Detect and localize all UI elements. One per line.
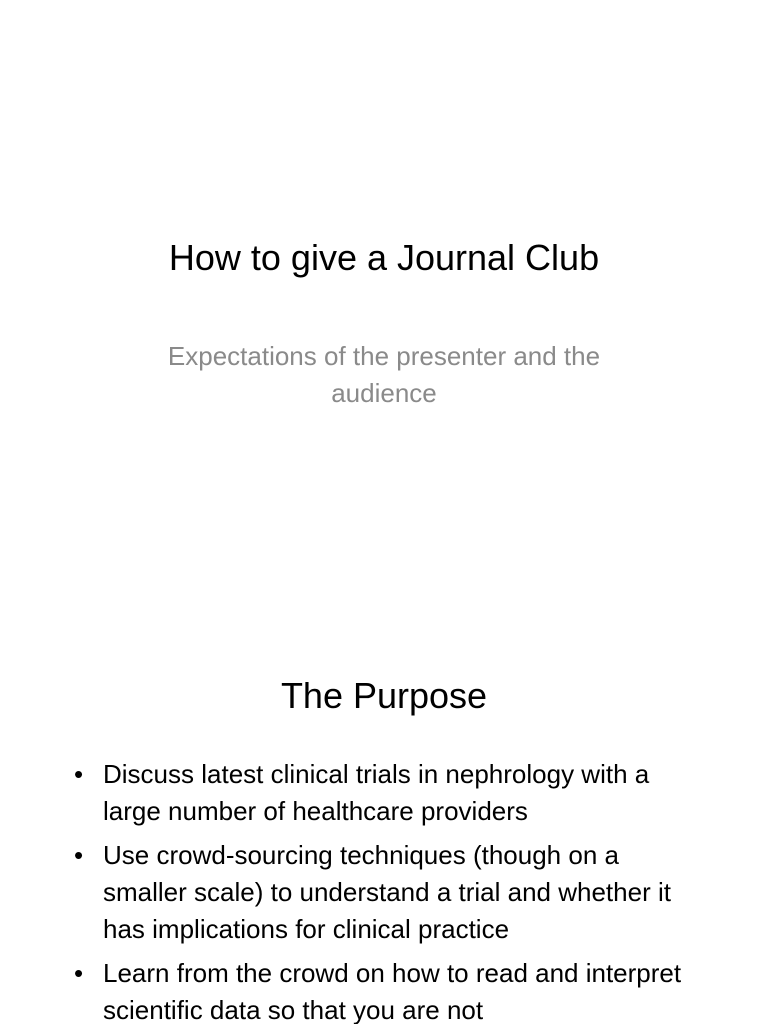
bullet-item — [72, 756, 702, 830]
bullet-icon: • — [74, 759, 84, 789]
purpose-slide — [0, 576, 768, 1024]
bullet-text: Use crowd-sourcing techniques (though on a smaller scale) to understand a trial and whether it has implications for clinical practice — [103, 840, 671, 944]
bullet-icon: • — [74, 840, 84, 870]
slide-title: The Purpose — [280, 675, 488, 716]
slide-title: How to give a Journal Club — [168, 237, 600, 278]
bullet-text: Discuss latest clinical trials in nephrology with a large number of healthcare providers — [103, 759, 650, 826]
slide-subtitle: Expectations of the presenter and the audience — [167, 341, 601, 408]
bullet-list — [72, 756, 702, 1024]
bullet-text: Learn from the crowd on how to read and interpret scientific data so that you are not — [103, 958, 682, 1024]
bullet-icon: • — [74, 958, 84, 988]
bullet-item — [72, 837, 702, 948]
bullet-item — [72, 955, 702, 1024]
